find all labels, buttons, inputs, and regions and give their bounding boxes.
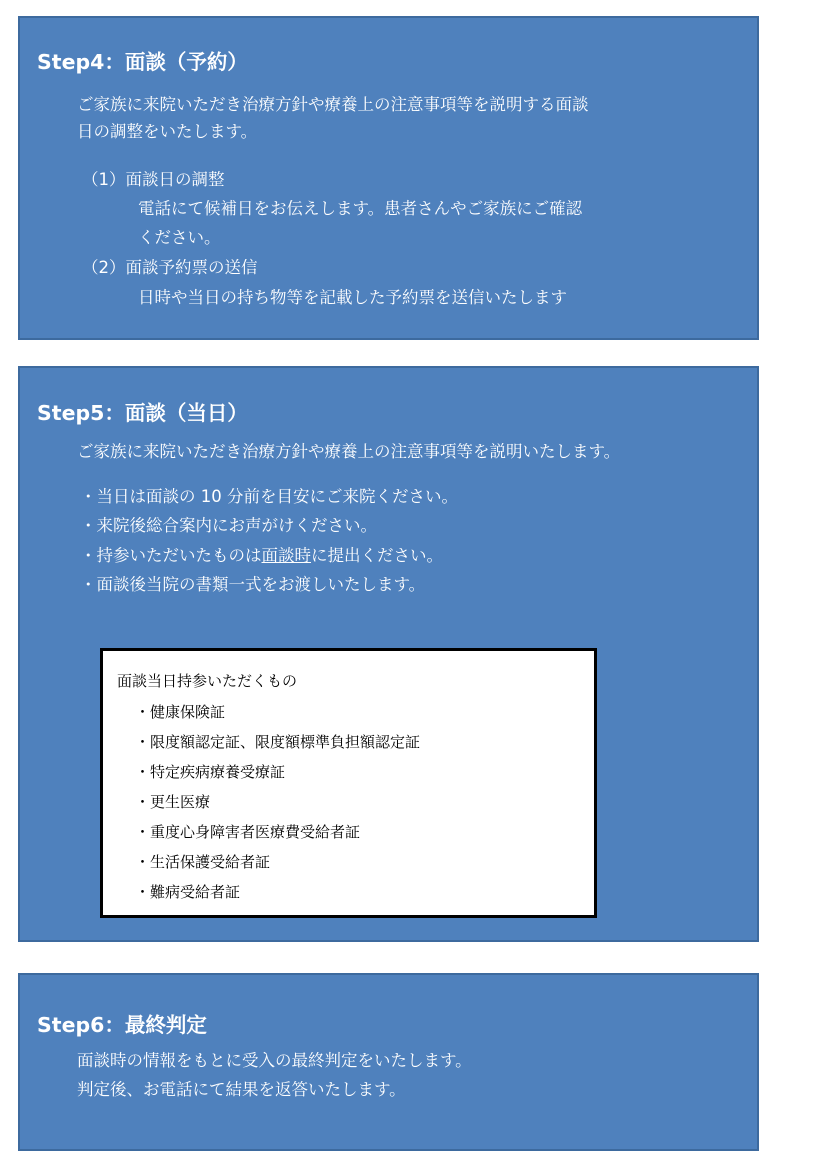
items-box-item: ・更生医療 [135,793,211,811]
items-box-item: ・生活保護受給者証 [135,853,271,871]
step5-bullet-3-suffix: に提出ください。 [311,546,443,565]
step4-item1-heading: （1）面談日の調整 [82,170,225,189]
step5-bullet-4: ・面談後当院の書類一式をお渡しいたします。 [80,575,426,594]
items-to-bring-box [100,648,597,918]
items-box-item: ・特定疾病療養受療証 [135,763,286,781]
items-box-item: ・限度額認定証、限度額標準負担額認定証 [135,733,421,751]
step4-item1-line2: ください。 [138,228,221,247]
step5-bullet-3 [80,548,443,565]
step5-bullet-2: ・来院後総合案内にお声がけください。 [80,516,377,535]
items-box-item: ・重度心身障害者医療費受給者証 [135,823,361,841]
step4-item2-line1: 日時や当日の持ち物等を記載した予約票を送信いたします [138,288,567,307]
step5-bullet-3-prefix: ・持参いただいたものは [80,546,262,565]
items-box-item: ・健康保険証 [135,703,226,721]
step6-line2: 判定後、お電話にて結果を返答いたします。 [77,1080,406,1099]
items-box-heading: 面談当日持参いただくもの [117,672,298,690]
items-box-item: ・難病受給者証 [135,883,241,901]
step6-title: Step6：最終判定 [37,1013,207,1037]
step4-intro-line1: ご家族に来院いただき治療方針や療養上の注意事項等を説明する面談 [77,95,589,114]
step6-panel [18,973,759,1151]
step6-line1: 面談時の情報をもとに受入の最終判定をいたします。 [77,1051,472,1070]
step5-panel [18,366,759,942]
step4-intro-line2: 日の調整をいたします。 [77,122,258,141]
step5-bullet-3-underlined: 面談時 [261,546,311,565]
step5-title: Step5：面談（当日） [37,401,248,425]
step4-title: Step4：面談（予約） [37,50,248,74]
step4-item2-heading: （2）面談予約票の送信 [82,258,258,277]
step4-item1-line1: 電話にて候補日をお伝えします。患者さんやご家族にご確認 [138,199,583,218]
step5-bullet-1: ・当日は面談の 10 分前を目安にご来院ください。 [80,487,458,506]
step4-panel [18,16,759,340]
step5-intro: ご家族に来院いただき治療方針や療養上の注意事項等を説明いたします。 [77,442,621,461]
